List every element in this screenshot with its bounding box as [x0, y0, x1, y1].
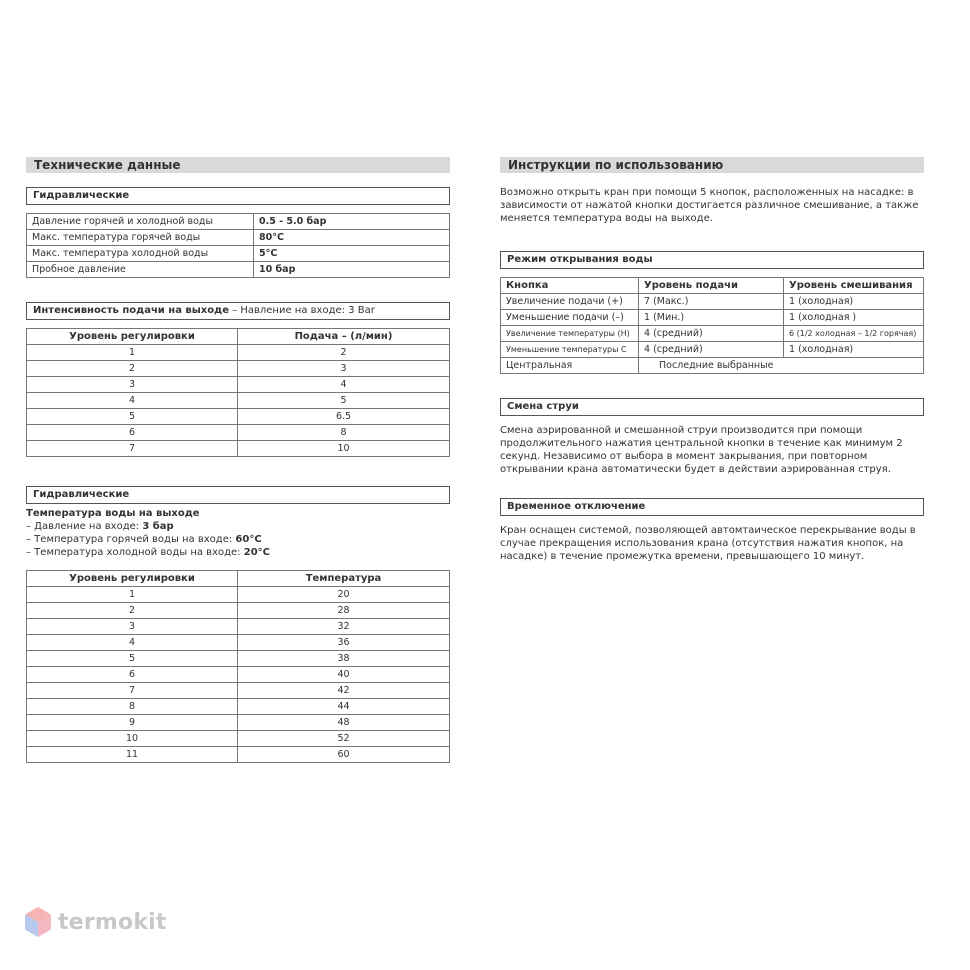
- table-header-row: [27, 571, 450, 587]
- temp-cell: 20: [238, 587, 450, 603]
- temp-cell: 28: [238, 603, 450, 619]
- column-header: Уровень регулировки: [27, 329, 238, 345]
- table-row: [27, 246, 450, 262]
- button-cell: Центральная: [501, 358, 639, 374]
- column-header: Уровень подачи: [639, 278, 784, 294]
- text-line: случае прекращения использования крана (отсутствия нажатия кнопок, на: [500, 538, 904, 549]
- level-cell: 7: [27, 683, 238, 699]
- mix-level-cell: 6 (1/2 холодная – 1/2 горячая): [784, 326, 924, 342]
- level-cell: 1: [27, 345, 238, 361]
- spec-label: Давление горячей и холодной воды: [27, 214, 254, 230]
- level-cell: 6: [27, 667, 238, 683]
- level-cell: 11: [27, 747, 238, 763]
- table-row: [27, 587, 450, 603]
- text-line: секунд. Независимо от выбора в момент закрывания, при повторном: [500, 451, 868, 462]
- level-cell: 1: [27, 587, 238, 603]
- mix-level-cell: 1 (холодная): [784, 342, 924, 358]
- flow-cell: 5: [238, 393, 450, 409]
- jet-paragraph: [500, 424, 930, 476]
- table-row: [27, 619, 450, 635]
- table-header-row: [27, 329, 450, 345]
- table-row: [27, 262, 450, 278]
- temp-cell: 38: [238, 651, 450, 667]
- table-row: [501, 310, 924, 326]
- timer-box: Временное отключение: [500, 498, 924, 516]
- temp-cell: 40: [238, 667, 450, 683]
- column-header: Уровень регулировки: [27, 571, 238, 587]
- table-row: [27, 603, 450, 619]
- level-cell: 5: [27, 409, 238, 425]
- table-row: [27, 715, 450, 731]
- spec-label: Макс. температура горячей воды: [27, 230, 254, 246]
- mode-box: Режим открывания воды: [500, 251, 924, 269]
- table-row: [27, 230, 450, 246]
- flow-cell: 6.5: [238, 409, 450, 425]
- level-cell: 7: [27, 441, 238, 457]
- level-cell: 4: [27, 393, 238, 409]
- text-line: зависимости от нажатой кнопки достигается различное смешивание, а также: [500, 200, 919, 211]
- table-row: [501, 294, 924, 310]
- flow-cell: 4: [238, 377, 450, 393]
- table-row: [27, 731, 450, 747]
- right-section-title: Инструкции по использованию: [500, 157, 924, 173]
- level-cell: 10: [27, 731, 238, 747]
- button-cell: Увеличение подачи (+): [501, 294, 639, 310]
- table-row: [27, 214, 450, 230]
- spec-value: 10 бар: [254, 262, 450, 278]
- table-row: [27, 699, 450, 715]
- spec-label: Макс. температура холодной воды: [27, 246, 254, 262]
- temp-table: [26, 570, 450, 763]
- table-row: [27, 377, 450, 393]
- temp-cell: 36: [238, 635, 450, 651]
- outlet-line: – Давление на входе: 3 бар: [26, 521, 174, 532]
- flow-cell: 8: [238, 425, 450, 441]
- hydraulic-box-1: Гидравлические: [26, 187, 450, 205]
- watermark-logo: [24, 906, 167, 938]
- temp-cell: 52: [238, 731, 450, 747]
- level-cell: 2: [27, 603, 238, 619]
- flow-cell: 3: [238, 361, 450, 377]
- table-row: [501, 342, 924, 358]
- spec-value: 5°C: [254, 246, 450, 262]
- mode-table: [500, 277, 924, 374]
- flow-box-title: Интенсивность подачи на выходе: [33, 305, 229, 316]
- column-header: Уровень смешивания: [784, 278, 924, 294]
- outlet-temp-block: [26, 507, 450, 559]
- text-line: меняется температура воды на выходе.: [500, 213, 713, 224]
- left-section-title: Технические данные: [26, 157, 450, 173]
- temp-cell: 60: [238, 747, 450, 763]
- table-row: [27, 361, 450, 377]
- level-cell: 4: [27, 635, 238, 651]
- level-cell: 6: [27, 425, 238, 441]
- column-header: Температура: [238, 571, 450, 587]
- level-cell: 3: [27, 377, 238, 393]
- temp-cell: 42: [238, 683, 450, 699]
- table-row: [27, 747, 450, 763]
- cube-logo-icon: [24, 906, 52, 938]
- flow-level-cell: 7 (Макс.): [639, 294, 784, 310]
- button-cell: Увеличение температуры (H): [501, 326, 639, 342]
- mix-level-cell: 1 (холодная): [784, 294, 924, 310]
- spec-label: Пробное давление: [27, 262, 254, 278]
- button-cell: Уменьшение температуры C: [501, 342, 639, 358]
- table-header-row: [501, 278, 924, 294]
- intro-paragraph: [500, 186, 930, 225]
- table-row: [27, 441, 450, 457]
- timer-paragraph: [500, 524, 930, 563]
- text-line: насадке) в течение промежутка времени, превышающего 10 минут.: [500, 551, 865, 562]
- flow-box: [26, 302, 450, 320]
- flow-level-cell: 4 (средний): [639, 342, 784, 358]
- level-cell: 8: [27, 699, 238, 715]
- flow-box-subtitle: – Навление на входе: 3 Bar: [228, 305, 375, 316]
- specs-table: [26, 213, 450, 278]
- outlet-line: – Температура холодной воды на входе: 20°C: [26, 547, 270, 558]
- table-row: [27, 393, 450, 409]
- table-row: [27, 635, 450, 651]
- table-row: [27, 651, 450, 667]
- button-cell: Уменьшение подачи (–): [501, 310, 639, 326]
- table-row: [27, 667, 450, 683]
- level-cell: 5: [27, 651, 238, 667]
- flow-level-cell: 1 (Мин.): [639, 310, 784, 326]
- spec-value: 80°C: [254, 230, 450, 246]
- spec-value: 0.5 - 5.0 бар: [254, 214, 450, 230]
- mix-level-cell: 1 (холодная ): [784, 310, 924, 326]
- hydraulic-box-2: Гидравлические: [26, 486, 450, 504]
- table-row: [27, 409, 450, 425]
- text-line: открывании крана автоматически будет в действии аэрированная струя.: [500, 464, 891, 475]
- outlet-line: – Температура горячей воды на входе: 60°C: [26, 534, 262, 545]
- table-row: [501, 326, 924, 342]
- temp-cell: 32: [238, 619, 450, 635]
- text-line: Кран оснащен системой, позволяющей автомтаическое перекрывание воды в: [500, 525, 916, 536]
- flow-cell: 10: [238, 441, 450, 457]
- text-line: продолжительного нажатия центральной кнопки в течение как минимум 2: [500, 438, 903, 449]
- text-line: Возможно открыть кран при помощи 5 кнопок, расположенных на насадке: в: [500, 187, 914, 198]
- table-row: [27, 345, 450, 361]
- outlet-temp-title: Температура воды на выходе: [26, 508, 200, 519]
- table-row: [501, 358, 924, 374]
- level-cell: 9: [27, 715, 238, 731]
- level-cell: 2: [27, 361, 238, 377]
- jet-box: Смена струи: [500, 398, 924, 416]
- table-row: [27, 425, 450, 441]
- temp-cell: 48: [238, 715, 450, 731]
- watermark-text: termokit: [58, 909, 167, 935]
- temp-cell: 44: [238, 699, 450, 715]
- last-selected-cell: Последние выбранные: [639, 358, 924, 374]
- column-header: Подача – (л/мин): [238, 329, 450, 345]
- table-row: [27, 683, 450, 699]
- column-header: Кнопка: [501, 278, 639, 294]
- level-cell: 3: [27, 619, 238, 635]
- flow-cell: 2: [238, 345, 450, 361]
- flow-table: [26, 328, 450, 457]
- flow-level-cell: 4 (средний): [639, 326, 784, 342]
- text-line: Смена аэрированной и смешанной струи производится при помощи: [500, 425, 863, 436]
